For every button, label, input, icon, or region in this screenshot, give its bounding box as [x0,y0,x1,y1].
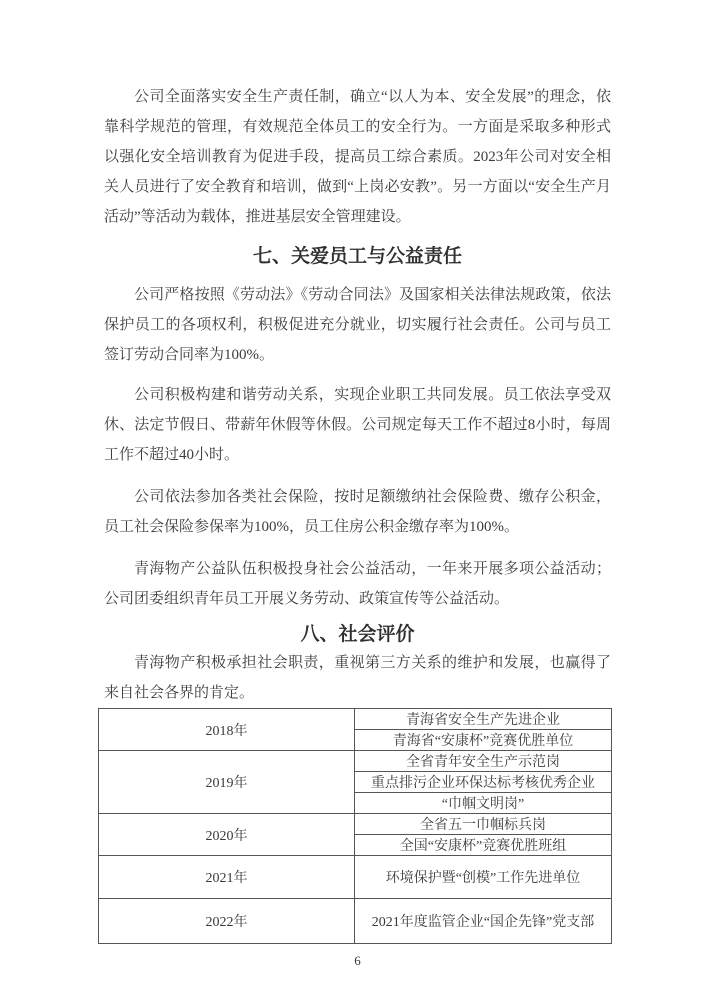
social-insurance-paragraph: 公司依法参加各类社会保险，按时足额缴纳社会保险费、缴存公积金，员工社会保险参保率为100%，员工住房公积金缴存率为100%。 [104,489,611,535]
table-row [99,814,612,835]
award-cell: 全省五一巾帼标兵岗 [355,814,612,835]
labor-relations-paragraph: 公司积极构建和谐劳动关系，实现企业职工共同发展。员工依法享受双休、法定节假日、带薪年休假等休假。公司规定每天工作不超过8小时，每周工作不超过40小时。 [104,387,611,463]
section-8-heading: 八、社会评价 [300,624,415,645]
labor-law-paragraph: 公司严格按照《劳动法》《劳动合同法》及国家相关法律法规政策，依法保护员工的各项权利，积极促进充分就业，切实履行社会责任。公司与员工签订劳动合同率为100%。 [104,287,611,363]
section-7-heading: 七、关爱员工与公益责任 [252,246,462,267]
public-welfare-paragraph: 青海物产公益队伍积极投身社会公益活动，一年来开展多项公益活动；公司团委组织青年员工开展义务劳动、政策宣传等公益活动。 [104,561,611,607]
award-cell: 2021年度监管企业“国企先锋”党支部 [355,899,612,944]
awards-table [98,708,612,944]
award-cell: 青海省“安康杯”竞赛优胜单位 [355,730,612,751]
social-evaluation-paragraph: 青海物产积极承担社会职责，重视第三方关系的维护和发展，也赢得了来自社会各界的肯定。 [104,655,611,701]
award-cell: 青海省安全生产先进企业 [355,709,612,730]
year-cell-2019: 2019年 [99,751,355,814]
year-cell-2020: 2020年 [99,814,355,856]
award-cell: 环境保护暨“创模”工作先进单位 [355,856,612,899]
award-cell: 全国“安康杯”竞赛优胜班组 [355,835,612,856]
year-cell-2022: 2022年 [99,899,355,944]
award-cell: “巾帼文明岗” [355,793,612,814]
year-cell-2018: 2018年 [99,709,355,751]
table-row [99,751,612,772]
safety-production-paragraph: 公司全面落实安全生产责任制，确立“以人为本、安全发展”的理念，依靠科学规范的管理，有效规范全体员工的安全行为。一方面是采取多种形式以强化安全培训教育为促进手段，提高员工综合素质。2023年公司对安全相关人员进行了安全教育和培训，做到“上岗必安教”。另一方面以“安全生产月活动”等活动为载体，推进基层安全管理建设。 [104,89,611,225]
award-cell: 全省青年安全生产示范岗 [355,751,612,772]
table-row [99,856,612,899]
table-row [99,709,612,730]
page-number: 6 [354,953,361,968]
award-cell: 重点排污企业环保达标考核优秀企业 [355,772,612,793]
table-row [99,899,612,944]
year-cell-2021: 2021年 [99,856,355,899]
